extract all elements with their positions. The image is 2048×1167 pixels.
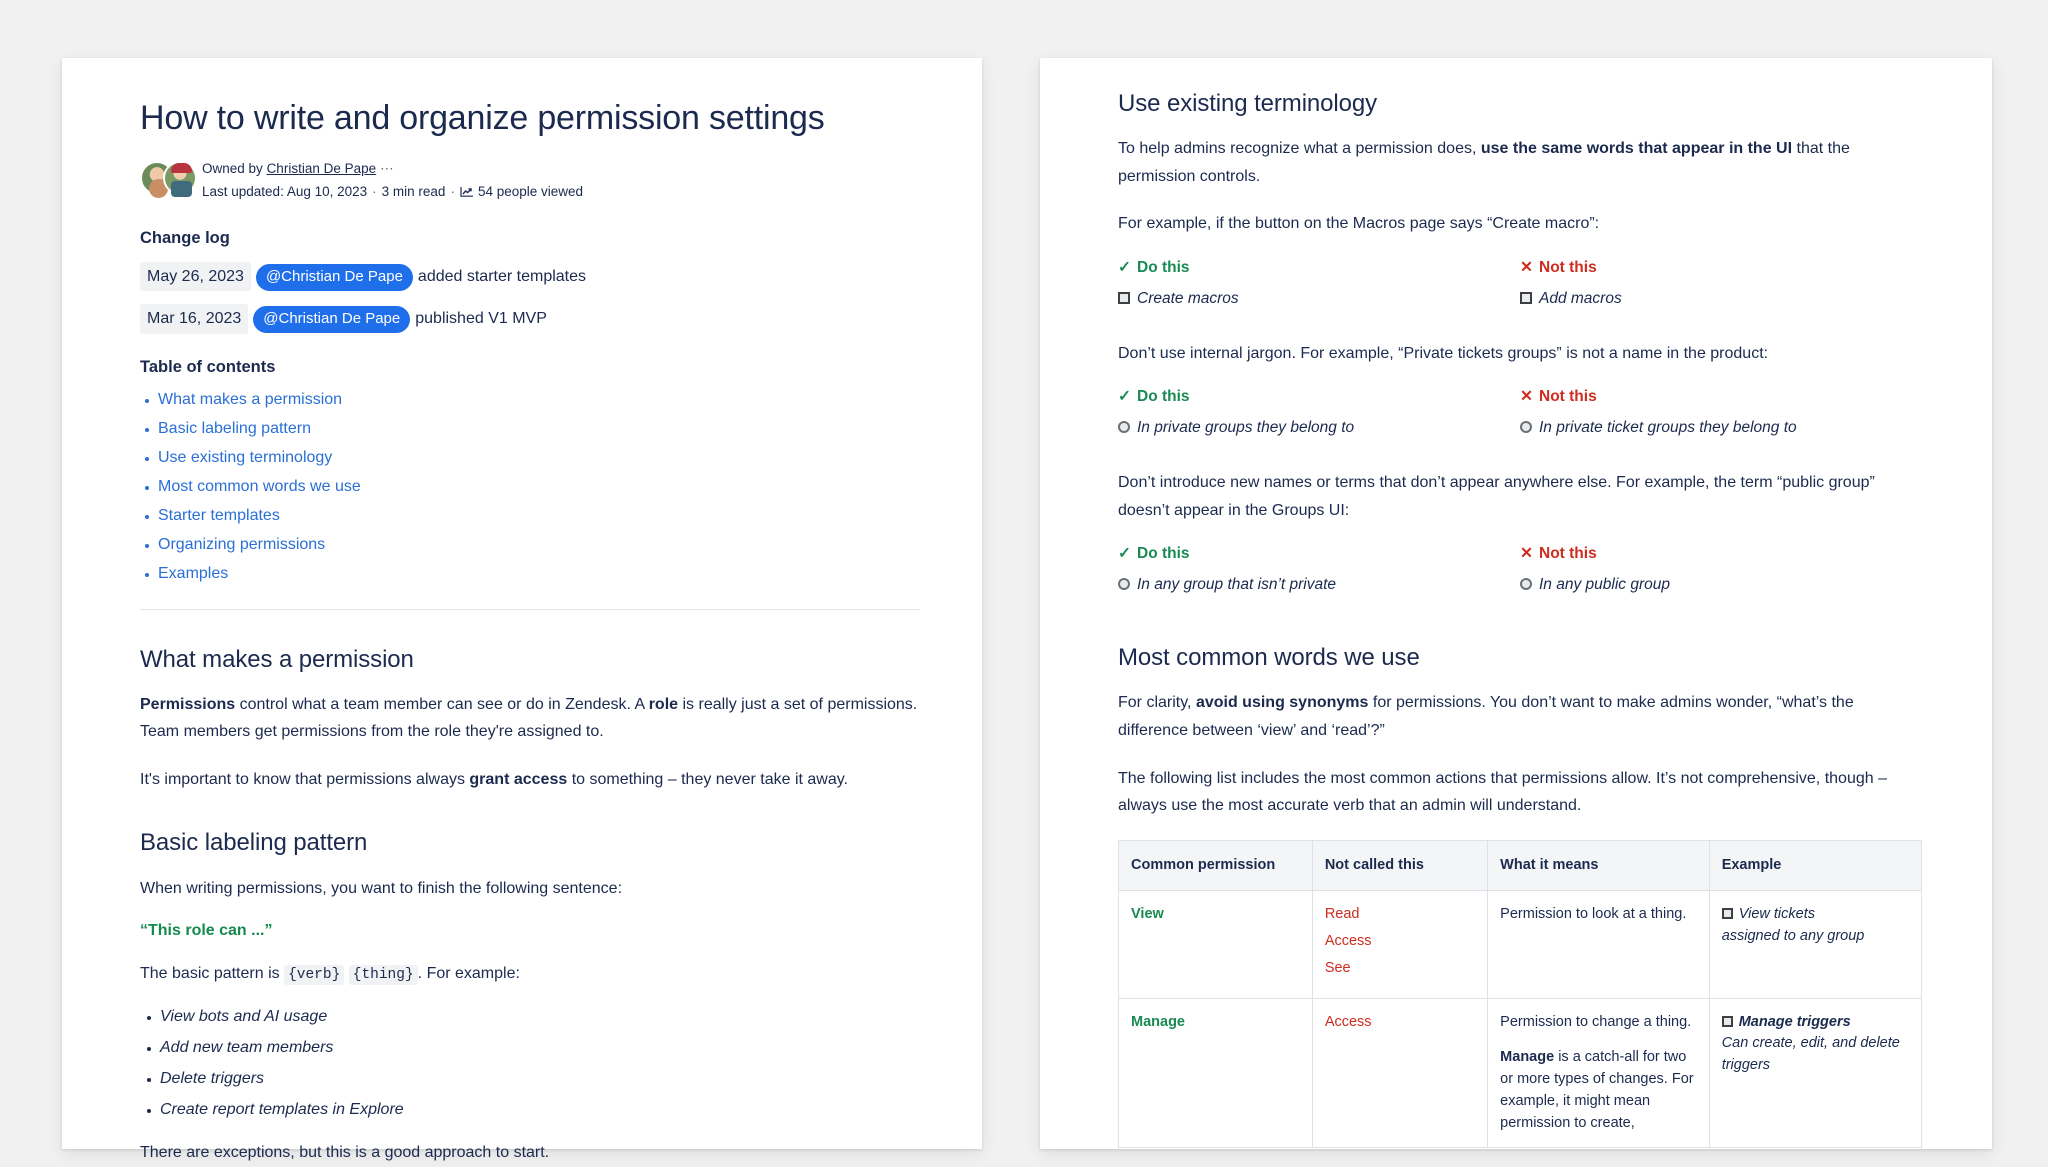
cell-meaning xyxy=(1488,998,1710,1148)
list-item xyxy=(158,420,920,438)
paragraph-text: The basic pattern is xyxy=(140,965,285,983)
change-log-date: May 26, 2023 xyxy=(140,262,251,291)
example-detail: Can create, edit, and delete triggers xyxy=(1721,1035,1900,1074)
checkbox-icon xyxy=(1722,908,1733,919)
chart-icon xyxy=(460,183,474,205)
list-item xyxy=(158,565,920,583)
not-example: In private ticket groups they belong to xyxy=(1520,419,1922,437)
paragraph xyxy=(140,960,920,988)
do-example: In private groups they belong to xyxy=(1118,419,1520,437)
section-heading-what-makes-a-permission: What makes a permission xyxy=(140,645,414,673)
checkbox-icon xyxy=(1722,1016,1733,1027)
toc-link[interactable]: Examples xyxy=(158,564,229,582)
not-example: In any public group xyxy=(1520,576,1922,594)
example-label: View tickets xyxy=(1738,906,1815,923)
cell-not-called-this xyxy=(1312,891,1487,998)
list-item xyxy=(158,536,920,554)
do-column xyxy=(1118,544,1520,612)
not-called-item: Read xyxy=(1324,906,1360,923)
not-example: Add macros xyxy=(1520,290,1922,308)
change-log-text: published V1 MVP xyxy=(415,310,547,328)
bold-term: Manage xyxy=(1500,1049,1555,1066)
byline-separator: · xyxy=(450,183,455,199)
example-list xyxy=(140,1008,920,1119)
paragraph-text: that the permission controls. xyxy=(1118,140,1850,185)
paragraph-text: control what a team member can see or do in Zendesk. A xyxy=(235,695,649,713)
code-token-thing: {thing} xyxy=(349,965,418,985)
toc-link[interactable]: Basic labeling pattern xyxy=(158,419,311,437)
column-header: Example xyxy=(1709,840,1921,891)
toc-link[interactable]: Use existing terminology xyxy=(158,448,333,466)
check-icon: ✓ xyxy=(1118,388,1131,406)
cell-meaning: Permission to look at a thing. xyxy=(1488,891,1710,998)
avatar xyxy=(163,161,197,195)
do-this-label: ✓ Do this xyxy=(1118,258,1190,276)
cell-permission: Manage xyxy=(1119,998,1313,1148)
paragraph xyxy=(140,766,920,794)
list-item xyxy=(158,478,920,496)
paragraph xyxy=(140,691,920,746)
section-heading-use-existing-terminology: Use existing terminology xyxy=(1118,90,1378,117)
paragraph: For example, if the button on the Macros page says “Create macro”: xyxy=(1118,215,1600,233)
paragraph-text: is really just a set of permissions. Team members get permissions from the role they're assigned to. xyxy=(140,695,918,741)
toc-heading: Table of contents xyxy=(140,357,276,376)
paragraph-text: . For example: xyxy=(417,965,520,983)
column-header: What it means xyxy=(1488,840,1710,891)
not-this-label: ✕ Not this xyxy=(1520,388,1597,406)
last-updated-text: Last updated: Aug 10, 2023 xyxy=(202,183,368,199)
not-column xyxy=(1520,544,1922,612)
change-log-heading: Change log xyxy=(140,229,230,248)
owner-link[interactable]: Christian De Pape xyxy=(266,161,377,177)
not-called-item: See xyxy=(1324,959,1351,976)
cell-example xyxy=(1709,998,1921,1148)
toc-link[interactable]: Starter templates xyxy=(158,506,280,524)
not-called-item: Access xyxy=(1324,1013,1372,1030)
close-icon: ✕ xyxy=(1520,258,1533,276)
checkbox-icon xyxy=(1118,292,1130,304)
paragraph xyxy=(1118,689,1922,744)
not-column xyxy=(1520,258,1922,326)
change-log-entry xyxy=(140,304,920,333)
paragraph-text: For clarity, xyxy=(1118,694,1196,712)
bold-term: Permissions xyxy=(140,695,236,713)
check-icon: ✓ xyxy=(1118,258,1131,276)
byline xyxy=(140,157,920,205)
do-example: In any group that isn’t private xyxy=(1118,576,1520,594)
not-column xyxy=(1520,387,1922,455)
change-log-date: Mar 16, 2023 xyxy=(140,304,248,333)
paragraph-text: for permissions. You don’t want to make admins wonder, “what’s the difference between ‘view’ and ‘read’?” xyxy=(1118,694,1854,739)
avatar-group xyxy=(140,159,202,199)
toc-link[interactable]: What makes a permission xyxy=(158,390,343,408)
do-not-comparison-1 xyxy=(1118,258,1922,326)
document-page-right xyxy=(1040,58,1992,1149)
radio-icon xyxy=(1118,421,1130,433)
meaning-extra-text: is a catch-all for two or more types of changes. For example, it might mean permission to create, xyxy=(1500,1049,1694,1131)
bold-term: use the same words that appear in the UI xyxy=(1480,140,1793,158)
read-time-text: 3 min read xyxy=(381,183,446,199)
list-item: Create report templates in Explore xyxy=(160,1101,920,1119)
paragraph-text: To help admins recognize what a permission does, xyxy=(1118,140,1481,158)
highlighted-quote: “This role can ...” xyxy=(140,922,273,940)
table-row xyxy=(1119,998,1922,1148)
list-item: View bots and AI usage xyxy=(160,1008,920,1026)
close-icon: ✕ xyxy=(1520,545,1533,563)
not-this-label: ✕ Not this xyxy=(1520,545,1597,563)
paragraph xyxy=(1118,135,1922,190)
table-of-contents xyxy=(140,391,920,583)
not-called-item: Access xyxy=(1324,933,1372,950)
list-item: Add new team members xyxy=(160,1039,920,1057)
owned-by-label: Owned by xyxy=(202,161,263,177)
list-item xyxy=(158,449,920,467)
cell-permission: View xyxy=(1119,891,1313,998)
cell-not-called-this xyxy=(1312,998,1487,1148)
list-item xyxy=(158,507,920,525)
meaning-text: Permission to change a thing. xyxy=(1500,1013,1692,1030)
do-example: Create macros xyxy=(1118,290,1520,308)
ellipsis-icon[interactable]: ⋯ xyxy=(380,161,396,177)
toc-link[interactable]: Most common words we use xyxy=(158,477,361,495)
do-column xyxy=(1118,258,1520,326)
bold-term: avoid using synonyms xyxy=(1195,694,1369,712)
column-header: Common permission xyxy=(1119,840,1313,891)
checkbox-icon xyxy=(1520,292,1532,304)
bold-term: role xyxy=(648,695,679,713)
table-row xyxy=(1119,891,1922,998)
close-icon: ✕ xyxy=(1520,388,1533,406)
do-this-label: ✓ Do this xyxy=(1118,388,1190,406)
paragraph: Don’t use internal jargon. For example, “Private tickets groups” is not a name in the product: xyxy=(1118,344,1769,362)
paragraph: There are exceptions, but this is a good approach to start. xyxy=(140,1144,550,1162)
bold-term: grant access xyxy=(469,770,568,788)
code-token-verb: {verb} xyxy=(284,965,344,985)
example-label: Manage triggers xyxy=(1738,1013,1851,1030)
do-not-comparison-3 xyxy=(1118,544,1922,612)
paragraph-text: It's important to know that permissions always xyxy=(140,770,470,788)
paragraph: Don’t introduce new names or terms that don’t appear anywhere else. For example, the term “public group” doesn’t appear in the Groups UI: xyxy=(1118,474,1875,519)
mention-chip[interactable]: @Christian De Pape xyxy=(253,306,410,333)
section-heading-most-common-words: Most common words we use xyxy=(1118,644,1420,672)
paragraph: The following list includes the most common actions that permissions allow. It’s not comprehensive, though – always use the most accurate verb that an admin will understand. xyxy=(1118,769,1887,815)
radio-icon xyxy=(1118,578,1130,590)
document-page-left xyxy=(62,58,982,1162)
page-title: How to write and organize permission settings xyxy=(140,99,825,137)
do-not-comparison-2 xyxy=(1118,387,1922,455)
not-this-label: ✕ Not this xyxy=(1520,258,1597,276)
table-header-row xyxy=(1119,840,1922,891)
permission-words-table xyxy=(1118,840,1922,1149)
list-item xyxy=(158,391,920,409)
change-log-text: added starter templates xyxy=(417,268,587,286)
paragraph: When writing permissions, you want to finish the following sentence: xyxy=(140,879,623,897)
check-icon: ✓ xyxy=(1118,545,1131,563)
section-heading-basic-labeling-pattern: Basic labeling pattern xyxy=(140,829,368,857)
views-text: 54 people viewed xyxy=(477,183,584,199)
do-this-label: ✓ Do this xyxy=(1118,545,1190,563)
example-detail: assigned to any group xyxy=(1721,928,1865,945)
column-header: Not called this xyxy=(1312,840,1487,891)
radio-icon xyxy=(1520,421,1532,433)
cell-example xyxy=(1709,891,1921,998)
do-column xyxy=(1118,387,1520,455)
paragraph-text: to something – they never take it away. xyxy=(567,770,848,788)
divider xyxy=(140,609,920,610)
list-item: Delete triggers xyxy=(160,1070,920,1088)
change-log-entry xyxy=(140,262,920,291)
mention-chip[interactable]: @Christian De Pape xyxy=(256,264,413,291)
toc-link[interactable]: Organizing permissions xyxy=(158,535,326,553)
byline-separator: · xyxy=(372,183,377,199)
radio-icon xyxy=(1520,578,1532,590)
